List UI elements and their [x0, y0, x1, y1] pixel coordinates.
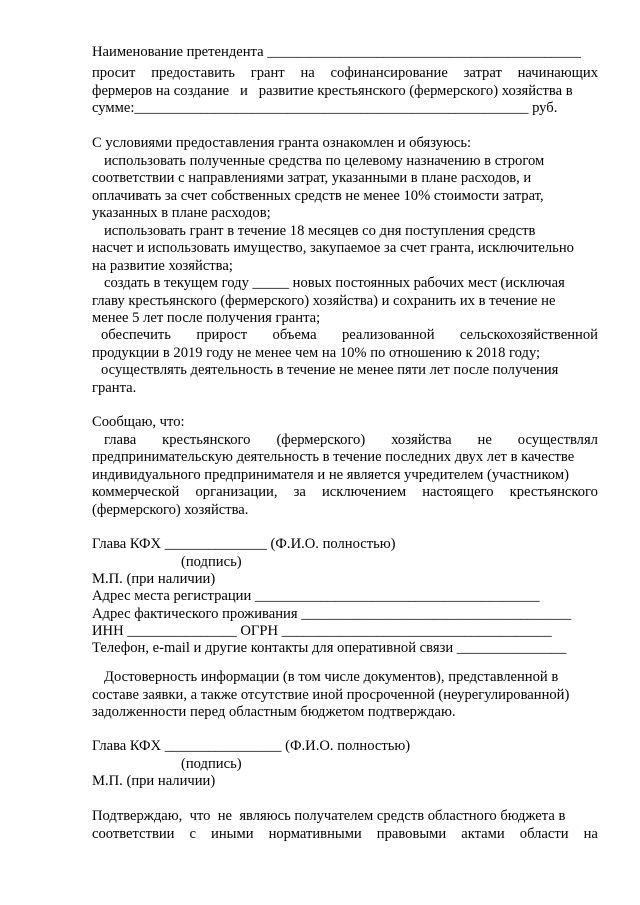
- obligation-4-line-1: [101, 328, 598, 343]
- word: крестьянского: [162, 432, 251, 448]
- obligation-1-line-2: соответствии с направлениями затрат, указанными в плане расходов, и: [92, 170, 532, 186]
- word: на: [583, 826, 598, 842]
- confirmation-line-1: Подтверждаю, что не являюсь получателем средств областного бюджета в: [92, 808, 566, 824]
- obligation-3-line-2: главу крестьянского (фермерского) хозяйства) и сохранить их в течение не: [92, 293, 556, 309]
- word: грант: [250, 65, 285, 81]
- word: области: [519, 826, 569, 842]
- head-signature-line: Глава КФХ ______________ (Ф.И.О. полностью): [92, 536, 396, 552]
- word: объема: [272, 327, 317, 343]
- conditions-heading: С условиями предоставления гранта ознакомлен и обязуюсь:: [92, 135, 472, 151]
- word: нормативными: [268, 826, 362, 842]
- obligation-4-line-2: продукции в 2019 году не менее чем на 10% по отношению к 2018 году;: [92, 345, 541, 361]
- applicant-name-line: Наименование претендента ___________________________________________: [92, 44, 581, 60]
- request-line-1: [92, 66, 598, 81]
- report-line-5: (фермерского) хозяйства.: [92, 502, 249, 518]
- signature-caption: (подпись): [181, 554, 242, 570]
- word: крестьянского: [509, 484, 598, 500]
- word: реализованной: [341, 327, 435, 343]
- word: сельскохозяйственной: [459, 327, 598, 343]
- obligation-1-line-4: указанных в плане расходов;: [92, 205, 271, 221]
- obligation-5-line-1: осуществлять деятельность в течение не менее пяти лет после получения: [101, 362, 559, 378]
- word: просит: [92, 65, 136, 81]
- word: организации,: [195, 484, 278, 500]
- word: коммерческой: [92, 484, 180, 500]
- obligation-2-line-2: насчет и использовать имущество, закупаемое за счет гранта, исключительно: [92, 240, 574, 256]
- obligation-3-line-3: менее 5 лет после получения гранта;: [92, 310, 321, 326]
- word: (фермерского): [276, 432, 366, 448]
- obligation-5-line-2: гранта.: [92, 380, 137, 396]
- confirmation-line-2: [92, 827, 598, 842]
- contacts-field: Телефон, e-mail и другие контакты для оперативной связи _______________: [92, 640, 567, 656]
- word: на: [300, 65, 315, 81]
- word: глава: [104, 432, 137, 448]
- word: не: [477, 432, 492, 448]
- head-signature-line-2: Глава КФХ ________________ (Ф.И.О. полностью): [92, 738, 411, 754]
- word: соответствии: [92, 826, 175, 842]
- word: софинансирование: [330, 65, 448, 81]
- obligation-1-line-3: оплачивать за счет собственных средств не менее 10% стоимости затрат,: [92, 188, 544, 204]
- reliability-line-2: составе заявки, а также отсутствие иной просроченной (неурегулированной): [92, 687, 570, 703]
- word: актами: [461, 826, 505, 842]
- word: хозяйства: [391, 432, 452, 448]
- word: начинающих: [517, 65, 598, 81]
- grant-amount-line: сумме:______________________________________________________ руб.: [92, 100, 558, 116]
- obligation-1-line-1: использовать полученные средства по целевому назначению в строгом: [104, 153, 545, 169]
- word: с: [189, 826, 196, 842]
- obligation-2-line-1: использовать грант в течение 18 месяцев со дня поступления средств: [104, 223, 536, 239]
- report-heading: Сообщаю, что:: [92, 414, 185, 430]
- seal-note: М.П. (при наличии): [92, 571, 216, 587]
- obligation-3-line-1: создать в текущем году _____ новых постоянных рабочих мест (исключая: [104, 275, 565, 291]
- report-line-3: индивидуального предпринимателя и не является учредителем (участником): [92, 467, 569, 483]
- inn-ogrn-field: ИНН _______________ ОГРН _____________________________________: [92, 623, 552, 639]
- word: иными: [211, 826, 254, 842]
- report-line-4: [92, 485, 598, 500]
- seal-note-2: М.П. (при наличии): [92, 773, 216, 789]
- signature-caption-2: (подпись): [181, 756, 242, 772]
- reliability-line-1: Достоверность информации (в том числе документов), представленной в: [104, 669, 559, 685]
- word: предоставить: [151, 65, 235, 81]
- word: за: [293, 484, 306, 500]
- request-line-2: фермеров на создание и развитие крестьянского (фермерского) хозяйства в: [92, 83, 573, 99]
- word: исключением: [321, 484, 407, 500]
- obligation-2-line-3: на развитие хозяйства;: [92, 258, 233, 274]
- word: обеспечить: [101, 327, 171, 343]
- word: настоящего: [422, 484, 494, 500]
- report-line-2: предпринимательскую деятельность в течение последних двух лет в качестве: [92, 449, 575, 465]
- report-line-1: [104, 433, 598, 448]
- word: затрат: [463, 65, 502, 81]
- word: правовыми: [376, 826, 447, 842]
- word: прирост: [196, 327, 248, 343]
- word: осуществлял: [517, 432, 598, 448]
- reliability-line-3: задолженности перед областным бюджетом подтверждаю.: [92, 704, 456, 720]
- actual-address-field: Адрес фактического проживания _____________________________________: [92, 606, 572, 622]
- registration-address-field: Адрес места регистрации _______________________________________: [92, 588, 540, 604]
